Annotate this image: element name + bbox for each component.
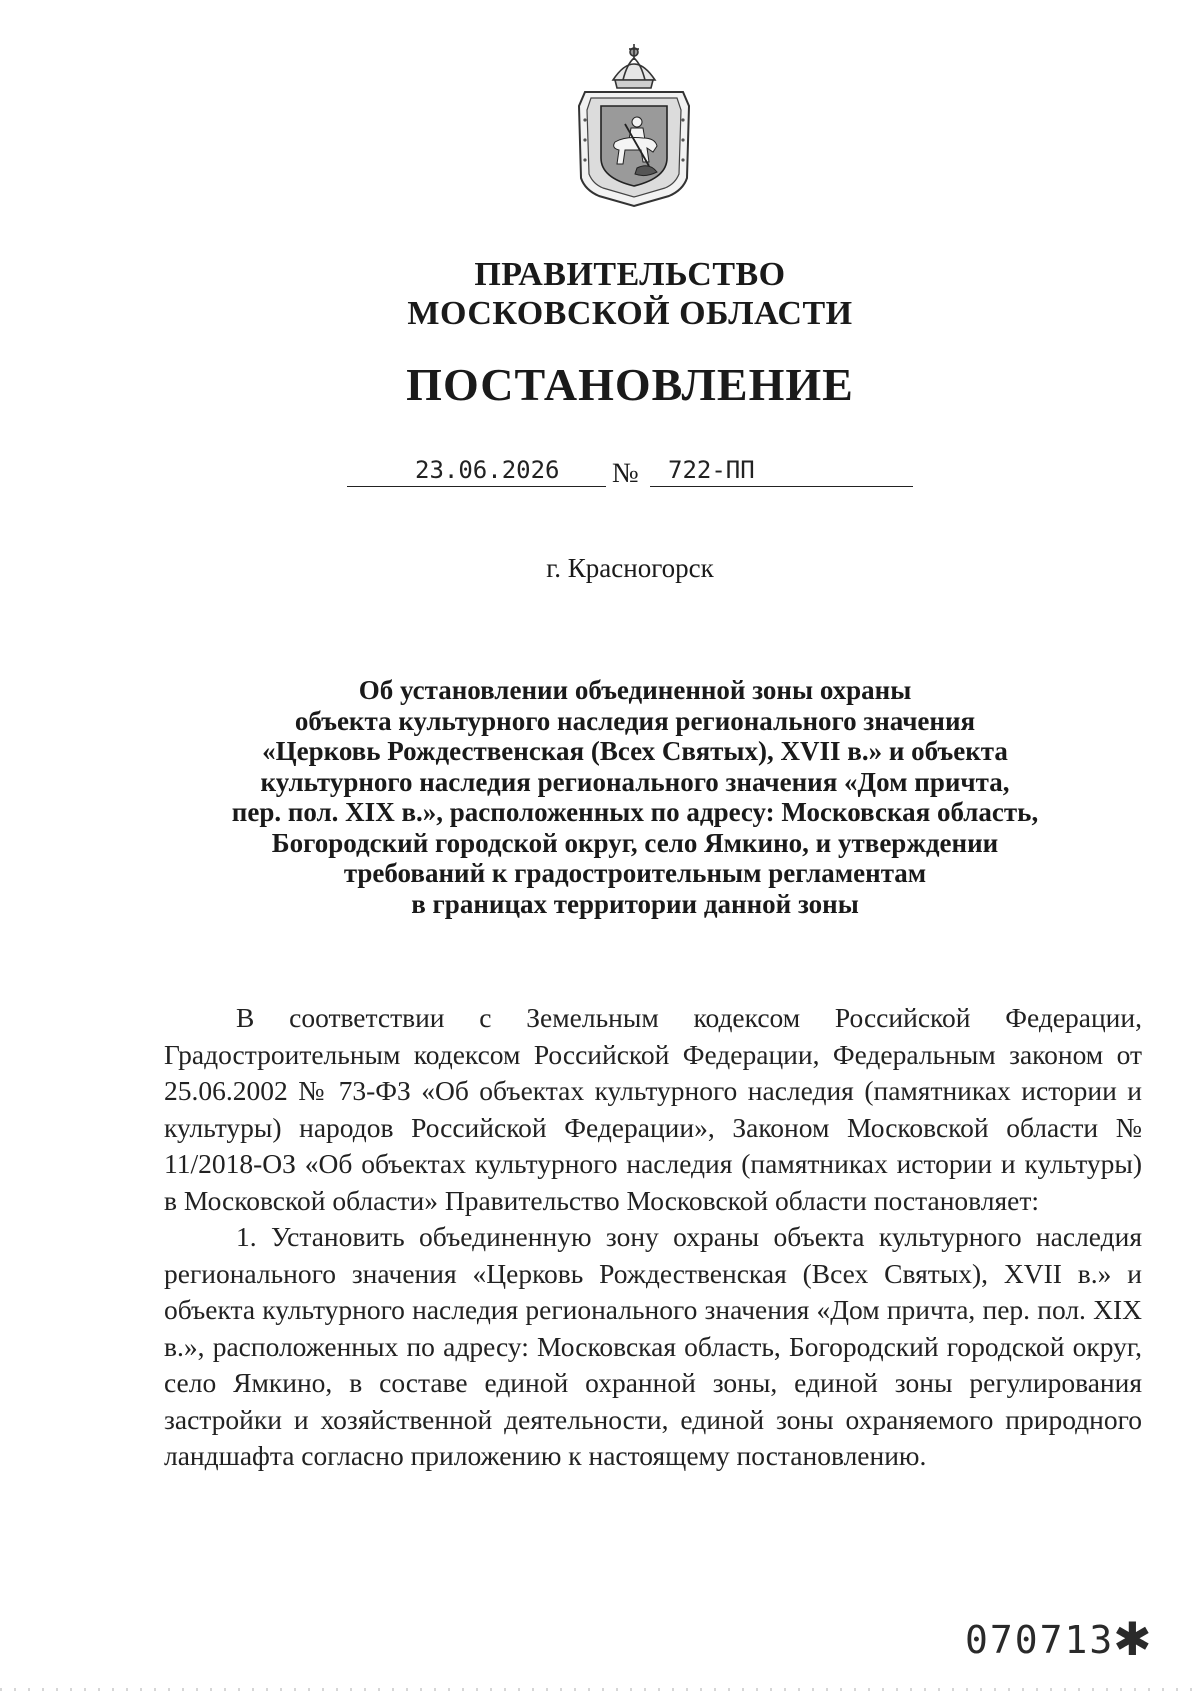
org-name-line2: МОСКОВСКОЙ ОБЛАСТИ (407, 295, 853, 332)
coat-of-arms-emblem (565, 40, 703, 210)
city-name: г. Красногорск (546, 553, 714, 583)
preamble-paragraph: В соответствии с Земельным кодексом Российской Федерации, Градостроительным кодексом Российской Федерации, Федеральным законом от 25.06.2002 № 73-ФЗ «Об объектах культурного наследия (памятниках истории и культуры) народов Российской Федерации», Законом Московской области № 11/2018-ОЗ «Об объектах культурного наследия (памятниках истории и культуры) в Московской области» Правительство Московской области постановляет: (164, 1002, 1142, 1216)
org-name-line1: ПРАВИТЕЛЬСТВО (474, 256, 786, 293)
document-serial-code: 070713 (965, 1618, 1115, 1662)
title-line: в границах территории данной зоны (411, 888, 859, 919)
title-line: пер. пол. XIX в.», расположенных по адресу: Московская область, (231, 797, 1039, 827)
title-line: объекта культурного наследия регионального значения (294, 705, 976, 736)
number-underline (650, 486, 913, 487)
title-line: «Церковь Рождественская (Всех Святых), XVII в.» и объекта (262, 736, 1008, 766)
asterisk-mark-icon: ✱ (1113, 1612, 1152, 1666)
document-date: 23.06.2026 (415, 456, 560, 484)
date-underline (347, 486, 606, 487)
decree-title (170, 675, 1100, 919)
title-line: требований к градостроительным регламентам (343, 858, 927, 888)
document-number: 722-ПП (668, 456, 755, 484)
decree-body (164, 1000, 1142, 1475)
title-line: Об установлении объединенной зоны охраны (358, 675, 912, 705)
item-1-paragraph: 1. Установить объединенную зону охраны объекта культурного наследия регионального значения «Церковь Рождественская (Всех Святых), XVII в.» и объекта культурного наследия регионального значения «Дом причта, пер. пол. XIX в.», расположенных по адресу: Московская область, Богородский городской округ, село Ямкино, в составе единой охранной зоны, единой зоны регулирования застройки и хозяйственной деятельности, единой зоны охраняемого природного ландшафта согласно приложению к настоящему постановлению. (164, 1221, 1142, 1471)
scan-artifact-line (0, 1688, 1200, 1691)
title-line: Богородский городской округ, село Ямкино, и утверждении (271, 827, 999, 858)
title-line: культурного наследия регионального значения «Дом причта, (260, 766, 1010, 797)
document-type-heading: ПОСТАНОВЛЕНИЕ (406, 359, 854, 410)
number-sign: № (612, 458, 639, 489)
